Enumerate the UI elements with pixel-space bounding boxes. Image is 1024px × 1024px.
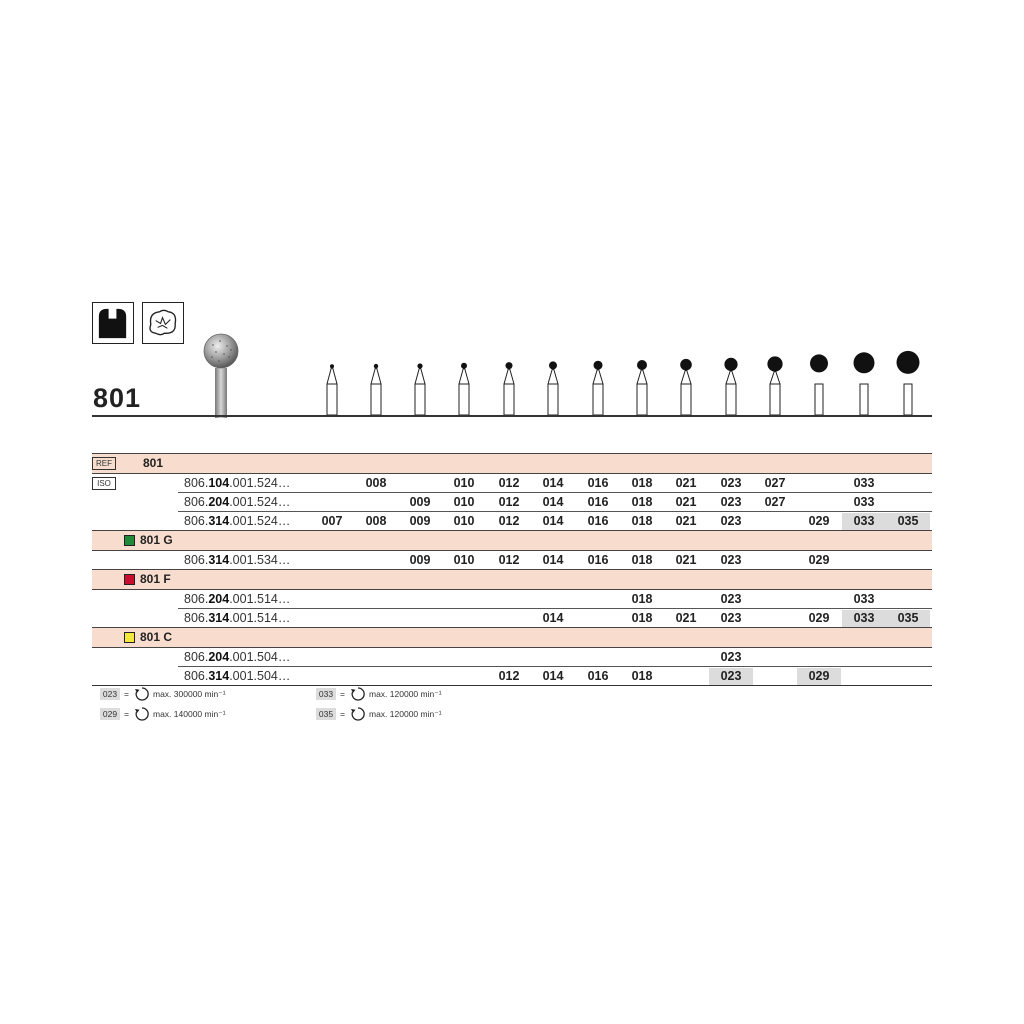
tooth-occlusal-icon <box>142 302 184 344</box>
section-title: 801 F <box>140 572 171 586</box>
bur-silhouette-012 <box>504 362 514 415</box>
iso-size-012: 012 <box>498 553 520 567</box>
reference-number: 806.104.001.524… <box>184 476 291 490</box>
rotation-speed-icon <box>350 706 366 722</box>
legend-equals: = <box>124 709 129 719</box>
section-divider <box>92 589 932 590</box>
table-bottom-line <box>92 685 932 686</box>
section-band <box>92 454 932 473</box>
bur-silhouette-008 <box>371 364 381 415</box>
iso-size-016: 016 <box>587 553 609 567</box>
row-divider <box>178 511 932 512</box>
section-band <box>92 570 932 589</box>
bur-silhouette-029 <box>810 354 828 415</box>
cavity-prep-icon <box>92 302 134 344</box>
iso-size-021: 021 <box>675 495 697 509</box>
bur-silhouette-018 <box>637 360 647 415</box>
iso-size-018: 018 <box>631 553 653 567</box>
iso-size-014: 014 <box>542 495 564 509</box>
iso-size-018: 018 <box>631 495 653 509</box>
header-baseline <box>92 415 932 417</box>
iso-size-009: 009 <box>409 514 431 528</box>
section-title: 801 <box>143 456 164 470</box>
iso-size-014: 014 <box>542 514 564 528</box>
legend-equals: = <box>340 689 345 699</box>
iso-size-014: 014 <box>542 611 564 625</box>
iso-size-009: 009 <box>409 553 431 567</box>
grit-color-swatch <box>124 535 135 546</box>
row-divider <box>178 666 932 667</box>
iso-size-010: 010 <box>453 476 475 490</box>
iso-size-012: 012 <box>498 495 520 509</box>
iso-size-033: 033 <box>853 514 875 528</box>
iso-size-010: 010 <box>453 495 475 509</box>
iso-size-018: 018 <box>631 514 653 528</box>
section-band <box>92 531 932 550</box>
iso-size-021: 021 <box>675 553 697 567</box>
iso-size-029: 029 <box>808 669 830 683</box>
iso-size-023: 023 <box>720 669 742 683</box>
bur-silhouette-007 <box>327 364 337 415</box>
iso-size-016: 016 <box>587 476 609 490</box>
bur-silhouette-016 <box>593 361 603 415</box>
product-title: 801 <box>93 383 142 413</box>
reference-number: 806.204.001.524… <box>184 495 291 509</box>
section-divider <box>92 647 932 648</box>
bur-silhouette-014 <box>548 361 558 415</box>
legend-max-speed: max. 140000 min⁻¹ <box>153 709 226 719</box>
iso-size-033: 033 <box>853 476 875 490</box>
iso-size-027: 027 <box>764 495 786 509</box>
bur-silhouette-027 <box>767 356 782 415</box>
iso-size-029: 029 <box>808 553 830 567</box>
iso-size-010: 010 <box>453 514 475 528</box>
iso-size-023: 023 <box>720 476 742 490</box>
iso-size-027: 027 <box>764 476 786 490</box>
iso-size-008: 008 <box>365 476 387 490</box>
rotation-speed-icon <box>134 706 150 722</box>
bur-silhouette-010 <box>459 363 469 415</box>
iso-size-023: 023 <box>720 592 742 606</box>
iso-size-033: 033 <box>853 611 875 625</box>
iso-tag: ISO <box>92 477 116 490</box>
iso-size-033: 033 <box>853 592 875 606</box>
reference-number: 806.314.001.504… <box>184 669 291 683</box>
section-divider <box>92 550 932 551</box>
reference-number: 806.204.001.514… <box>184 592 291 606</box>
bur-silhouette-009 <box>415 363 425 415</box>
iso-size-023: 023 <box>720 495 742 509</box>
legend-max-speed: max. 300000 min⁻¹ <box>153 689 226 699</box>
legend-equals: = <box>124 689 129 699</box>
iso-size-016: 016 <box>587 669 609 683</box>
iso-size-029: 029 <box>808 514 830 528</box>
iso-size-023: 023 <box>720 553 742 567</box>
iso-size-018: 018 <box>631 669 653 683</box>
iso-size-029: 029 <box>808 611 830 625</box>
iso-size-012: 012 <box>498 476 520 490</box>
legend-size-035: 035 <box>316 708 336 720</box>
row-divider <box>178 492 932 493</box>
legend-equals: = <box>340 709 345 719</box>
legend-max-speed: max. 120000 min⁻¹ <box>369 709 442 719</box>
iso-size-033: 033 <box>853 495 875 509</box>
iso-size-007: 007 <box>321 514 343 528</box>
iso-size-035: 035 <box>897 611 919 625</box>
reference-number: 806.314.001.514… <box>184 611 291 625</box>
iso-size-021: 021 <box>675 476 697 490</box>
iso-size-014: 014 <box>542 669 564 683</box>
legend-max-speed: max. 120000 min⁻¹ <box>369 689 442 699</box>
iso-size-009: 009 <box>409 495 431 509</box>
grit-color-swatch <box>124 574 135 585</box>
ref-tag: REF <box>92 457 116 470</box>
reference-number: 806.314.001.534… <box>184 553 291 567</box>
bur-silhouette-033 <box>854 352 875 415</box>
iso-size-021: 021 <box>675 611 697 625</box>
iso-size-023: 023 <box>720 611 742 625</box>
legend-size-029: 029 <box>100 708 120 720</box>
iso-size-010: 010 <box>453 553 475 567</box>
iso-size-008: 008 <box>365 514 387 528</box>
rotation-speed-icon <box>350 686 366 702</box>
iso-size-018: 018 <box>631 476 653 490</box>
section-title: 801 C <box>140 630 173 644</box>
iso-size-035: 035 <box>897 514 919 528</box>
legend-size-023: 023 <box>100 688 120 700</box>
bur-silhouette-035 <box>897 351 920 415</box>
iso-size-014: 014 <box>542 476 564 490</box>
iso-size-021: 021 <box>675 514 697 528</box>
bur-silhouette-021 <box>680 359 692 415</box>
iso-size-023: 023 <box>720 650 742 664</box>
iso-size-012: 012 <box>498 669 520 683</box>
section-band <box>92 628 932 647</box>
reference-number: 806.204.001.504… <box>184 650 291 664</box>
iso-size-018: 018 <box>631 611 653 625</box>
reference-number: 806.314.001.524… <box>184 514 291 528</box>
row-divider <box>178 608 932 609</box>
legend-size-033: 033 <box>316 688 336 700</box>
rotation-speed-icon <box>134 686 150 702</box>
iso-size-014: 014 <box>542 553 564 567</box>
iso-size-018: 018 <box>631 592 653 606</box>
iso-size-023: 023 <box>720 514 742 528</box>
iso-size-012: 012 <box>498 514 520 528</box>
grit-color-swatch <box>124 632 135 643</box>
iso-size-016: 016 <box>587 495 609 509</box>
iso-size-016: 016 <box>587 514 609 528</box>
section-title: 801 G <box>140 533 173 547</box>
bur-silhouette-023 <box>724 358 737 415</box>
bur-size-silhouettes <box>0 340 1024 420</box>
section-divider <box>92 473 932 474</box>
